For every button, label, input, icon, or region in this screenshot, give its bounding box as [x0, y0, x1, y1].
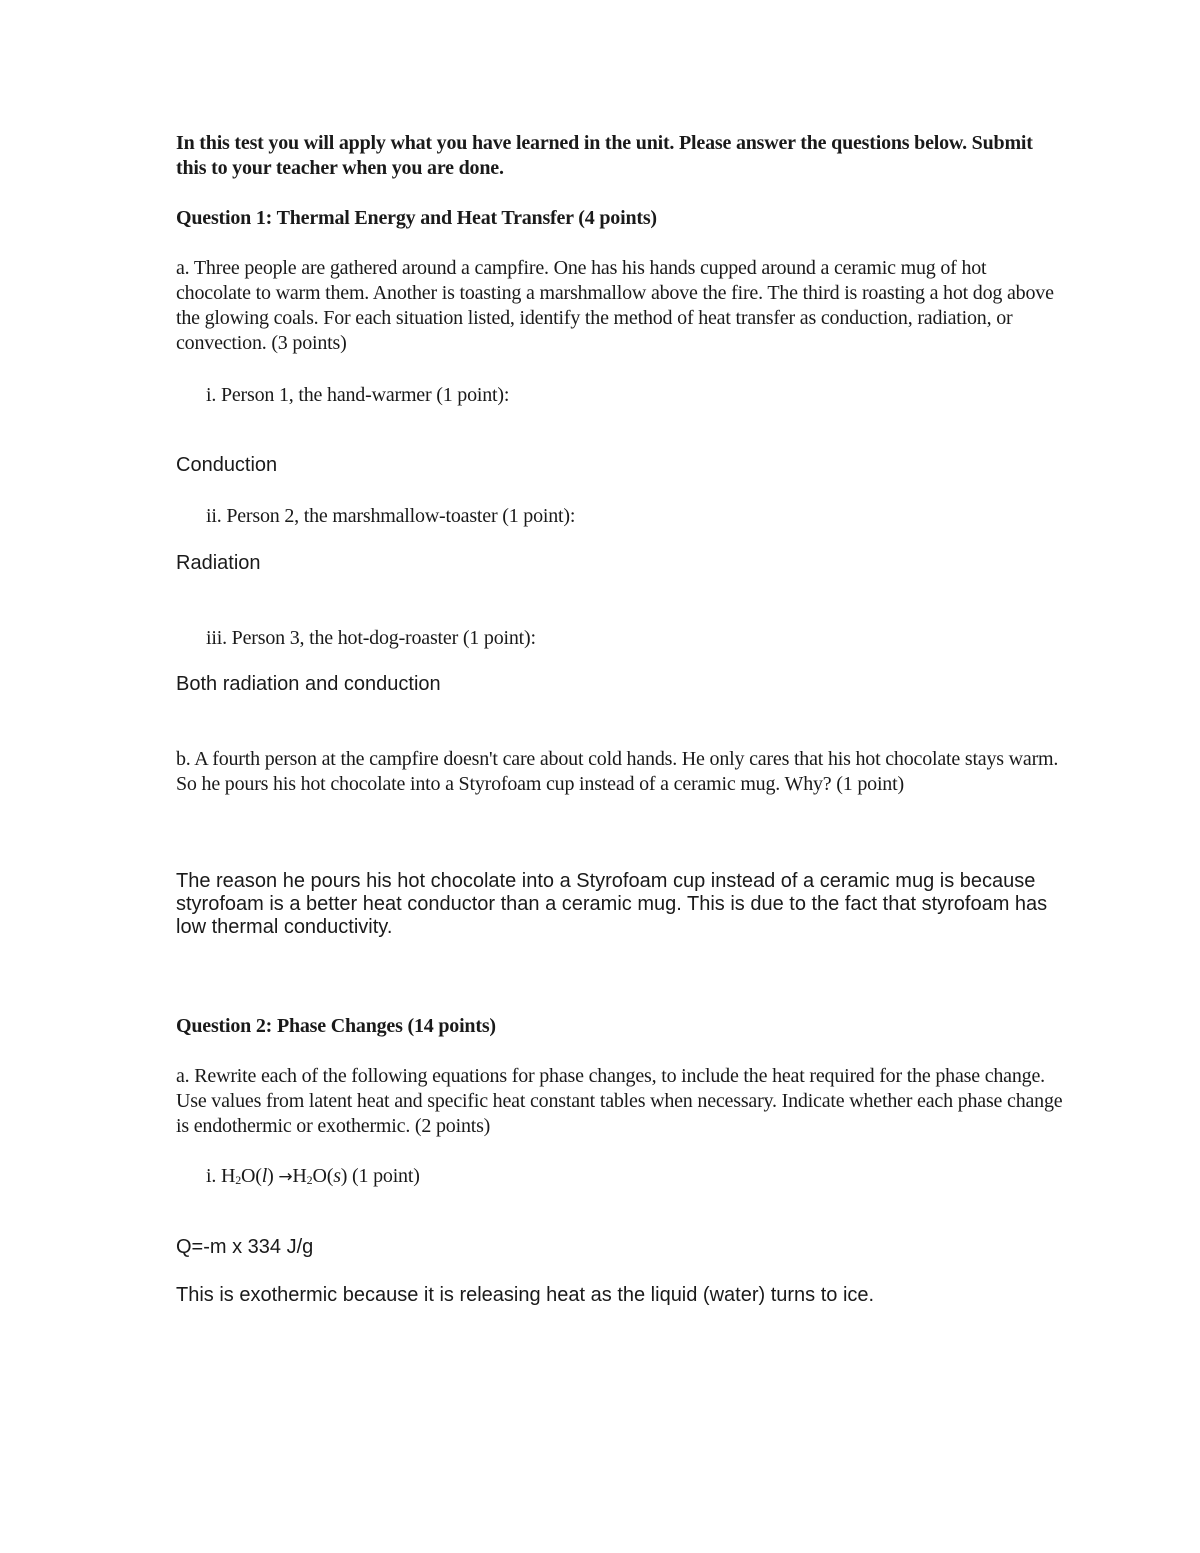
question-2a-i-equation — [206, 1164, 1096, 1190]
question-2a-i-explanation: This is exothermic because it is releasing heat as the liquid (water) turns to ice. — [176, 1284, 875, 1306]
subscript-2: 2 — [306, 1173, 313, 1187]
question-1a-i-answer: Conduction — [176, 454, 278, 476]
equation-text: O( — [241, 1165, 262, 1187]
question-2a-i-formula-answer: Q=-m x 334 J/g — [176, 1236, 314, 1258]
equation-text: O( — [312, 1165, 334, 1187]
question-1a-ii-label: ii. Person 2, the marshmallow-toaster (1 point): — [206, 505, 576, 527]
question-1a-iii-label: iii. Person 3, the hot-dog-roaster (1 point): — [206, 627, 536, 649]
question-2a-prompt: a. Rewrite each of the following equations for phase changes, to include the heat required for the phase change. Use values from latent heat and specific heat constant tables when necessary. Indicate whether each phase change is endothermic or exothermic. (2 points) — [176, 1065, 1063, 1137]
question-1b-prompt: b. A fourth person at the campfire doesn't care about cold hands. He only cares that his hot chocolate stays warm. So he pours his hot chocolate into a Styrofoam cup instead of a ceramic mug. Why? (1 point) — [176, 748, 1059, 795]
question-1a-iii-answer: Both radiation and conduction — [176, 673, 441, 695]
equation-suffix: ) (1 point) — [340, 1165, 420, 1187]
subscript-2: 2 — [235, 1173, 242, 1187]
equation-prefix: i. H — [206, 1165, 236, 1187]
question-1-heading: Question 1: Thermal Energy and Heat Transfer (4 points) — [176, 207, 657, 229]
state-solid: s — [333, 1165, 341, 1187]
equation-text: ) — [267, 1165, 279, 1187]
question-1a-prompt: a. Three people are gathered around a campfire. One has his hands cupped around a ceramic mug of hot chocolate to warm them. Another is toasting a marshmallow above the fire. The third is roasting a hot dog above the glowing coals. For each situation listed, identify the method of heat transfer as conduction, radiation, or convection. (3 points) — [176, 257, 1054, 354]
test-instructions: In this test you will apply what you have learned in the unit. Please answer the questions below. Submit this to your teacher when you are done. — [176, 132, 1033, 179]
right-arrow-icon: → — [278, 1167, 293, 1187]
question-1a-i-label: i. Person 1, the hand-warmer (1 point): — [206, 384, 510, 406]
question-1a-ii-answer: Radiation — [176, 552, 261, 574]
equation-text: H — [292, 1165, 307, 1187]
question-2-heading: Question 2: Phase Changes (14 points) — [176, 1015, 496, 1037]
state-liquid: l — [261, 1165, 268, 1187]
question-1b-answer: The reason he pours his hot chocolate into a Styrofoam cup instead of a ceramic mug is because styrofoam is a better heat conductor than a ceramic mug. This is due to the fact that styrofoam has low thermal conductivity. — [176, 870, 1048, 938]
